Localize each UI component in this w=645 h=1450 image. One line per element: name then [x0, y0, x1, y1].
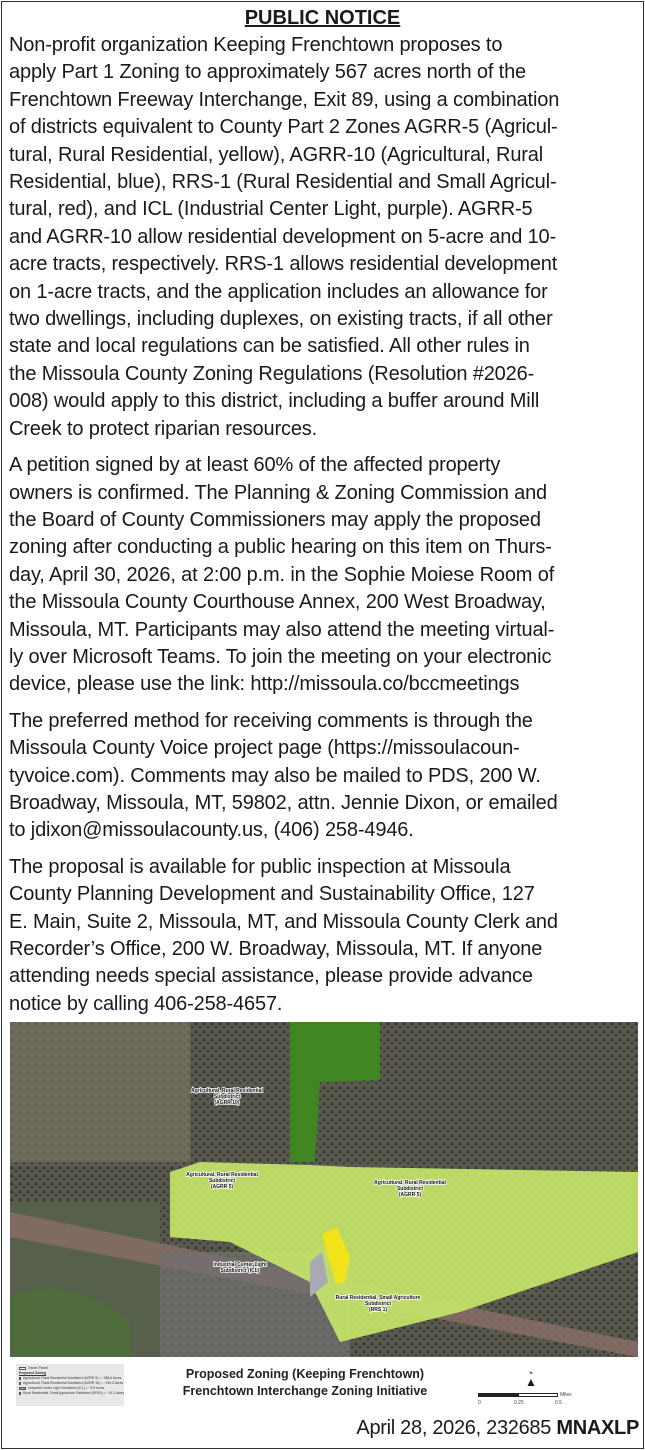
north-arrow-icon: N ▲: [525, 1370, 537, 1389]
notice-paragraph: [9, 32, 639, 443]
text-line: tural, red), and ICL (Industrial Center Light, purple). AGRR-5: [9, 198, 533, 221]
text-line: attending needs special assistance, please provide advance: [9, 965, 533, 988]
text-line: two dwellings, including duplexes, on existing tracts, if all other: [9, 308, 553, 331]
text-line: 008) would apply to this district, including a buffer around Mill: [9, 390, 540, 413]
svg-text:(AGRR 10): (AGRR 10): [214, 1100, 240, 1106]
text-line: Frenchtown Freeway Interchange, Exit 89, using a combination: [9, 88, 560, 111]
legend-swatch: [19, 1377, 21, 1381]
text-line: The proposal is available for public inspection at Missoula: [9, 855, 511, 878]
text-line: notice by calling 406-258-4657.: [9, 992, 283, 1015]
svg-text:(RRS 1): (RRS 1): [368, 1307, 388, 1313]
legend-heading: Proposed Zoning: [19, 1371, 47, 1375]
legend-swatch: [19, 1382, 21, 1386]
text-line: apply Part 1 Zoning to approximately 567 acres north of the: [9, 61, 527, 84]
text-line: Missoula, MT. Participants may also attend the meeting virtual-: [9, 618, 555, 641]
svg-text:Subdistrict: Subdistrict: [364, 1301, 392, 1307]
svg-text:Agricultural, Rural Residentia: Agricultural, Rural Residential: [191, 1088, 263, 1094]
legend-swatch: [19, 1392, 21, 1396]
text-line: on 1-acre tracts, and the application includes an allowance for: [9, 280, 548, 303]
legend-swatch: [19, 1387, 26, 1391]
text-line: the Missoula County Courthouse Annex, 200 West Broadway,: [9, 591, 546, 614]
text-line: Non-profit organization Keeping Frenchtown proposes to: [9, 34, 503, 56]
svg-text:Rural Residential, Small Agric: Rural Residential, Small Agriculture: [335, 1295, 421, 1301]
text-line: Creek to protect riparian resources.: [9, 417, 318, 440]
zoning-map: [10, 1022, 638, 1357]
text-line: County Planning Development and Sustainability Office, 127: [9, 883, 535, 906]
text-line: device, please use the link: http://missoula.co/bccmeetings: [9, 673, 520, 696]
map-title-line1: Proposed Zoning (Keeping Frenchtown): [185, 1367, 425, 1381]
legend-label: Rural Residential, Small Agriculture Subdistrict (RRS1) = ~14.2 Acres: [23, 1391, 125, 1395]
text-line: and AGRR-10 allow residential development on 5-acre and 10-: [9, 225, 557, 248]
map-title-line2: Frenchtown Interchange Zoning Initiative: [182, 1384, 428, 1398]
text-line: The preferred method for receiving comments is through the: [9, 709, 533, 732]
text-line: tyvoice.com). Comments may also be mailed to PDS, 200 W.: [9, 764, 541, 787]
text-line: ly over Microsoft Teams. To join the meeting on your electronic: [9, 645, 552, 668]
text-line: the Board of County Commissioners may apply the proposed: [9, 508, 541, 531]
notice-paragraph: [9, 708, 639, 845]
svg-text:Agricultural, Rural Residentia: Agricultural, Rural Residential: [186, 1172, 258, 1178]
text-line: Recorder’s Office, 200 W. Broadway, Missoula, MT. If anyone: [9, 938, 543, 960]
publication-footer: [356, 1417, 639, 1440]
svg-text:Subdistrict: Subdistrict: [396, 1186, 424, 1192]
text-line: of districts equivalent to County Part 2 Zones AGRR-5 (Agricul-: [9, 116, 558, 139]
text-line: state and local regulations can be satisfied. All other rules in: [9, 335, 530, 358]
text-line: Broadway, Missoula, MT, 59802, attn. Jennie Dixon, or emailed: [9, 791, 558, 814]
svg-text:Subdistrict: Subdistrict: [208, 1178, 236, 1184]
legend-label: Agricultural, Rural Residential Subdistrict (AGRR 5) = ~386.6 Acres: [23, 1376, 122, 1380]
text-line: day, April 30, 2026, at 2:00 p.m. in the Sophie Moiese Room of: [9, 563, 555, 586]
svg-text:Industrial Center Light: Industrial Center Light: [213, 1262, 267, 1268]
text-line: to jdixon@missoulacounty.us, (406) 258-4946.: [9, 819, 414, 842]
text-line: tural, Rural Residential, yellow), AGRR-10 (Agricultural, Rural: [9, 143, 544, 166]
notice-paragraph: [9, 452, 639, 699]
text-line: zoning after conducting a public hearing on this item on Thurs-: [9, 536, 552, 559]
text-line: E. Main, Suite 2, Missoula, MT, and Missoula County Clerk and: [9, 910, 558, 933]
legend-label: Agricultural, Rural Residential Subdistrict (AGRR 10) = ~154.2 Acres: [23, 1381, 124, 1385]
svg-text:(AGRR 5): (AGRR 5): [210, 1184, 234, 1190]
svg-text:(AGRR 5): (AGRR 5): [398, 1192, 422, 1198]
notice-title: PUBLIC NOTICE: [244, 7, 401, 29]
footer-code: MNAXLP: [556, 1417, 639, 1439]
text-line: A petition signed by at least 60% of the affected property: [9, 454, 501, 477]
text-line: owners is confirmed. The Planning & Zoning Commission and: [9, 481, 548, 504]
text-line: the Missoula County Zoning Regulations (Resolution #2026-: [9, 362, 535, 385]
legend-owner-parcel: Owner Parcel: [28, 1366, 48, 1370]
svg-text:Agricultural, Rural Residentia: Agricultural, Rural Residential: [374, 1180, 446, 1186]
footer-date-id: April 28, 2026, 232685: [356, 1417, 557, 1439]
svg-text:Subdistrict: Subdistrict: [213, 1094, 241, 1100]
notice-body: [9, 32, 639, 1027]
text-line: acre tracts, respectively. RRS-1 allows residential development: [9, 253, 558, 276]
map-title: [160, 1366, 450, 1400]
svg-text:Subdistrict (ICL): Subdistrict (ICL): [220, 1268, 260, 1274]
legend-label: Industrial Center Light Subdistrict (ICL) = ~6.9 Acres: [28, 1386, 105, 1390]
text-line: Missoula County Voice project page (https://missoulacoun-: [9, 737, 520, 760]
map-legend: [16, 1364, 124, 1406]
text-line: Residential, blue), RRS-1 (Rural Residential and Small Agricul-: [9, 171, 557, 194]
notice-paragraph: [9, 854, 639, 1018]
legend-item: [19, 1391, 125, 1396]
